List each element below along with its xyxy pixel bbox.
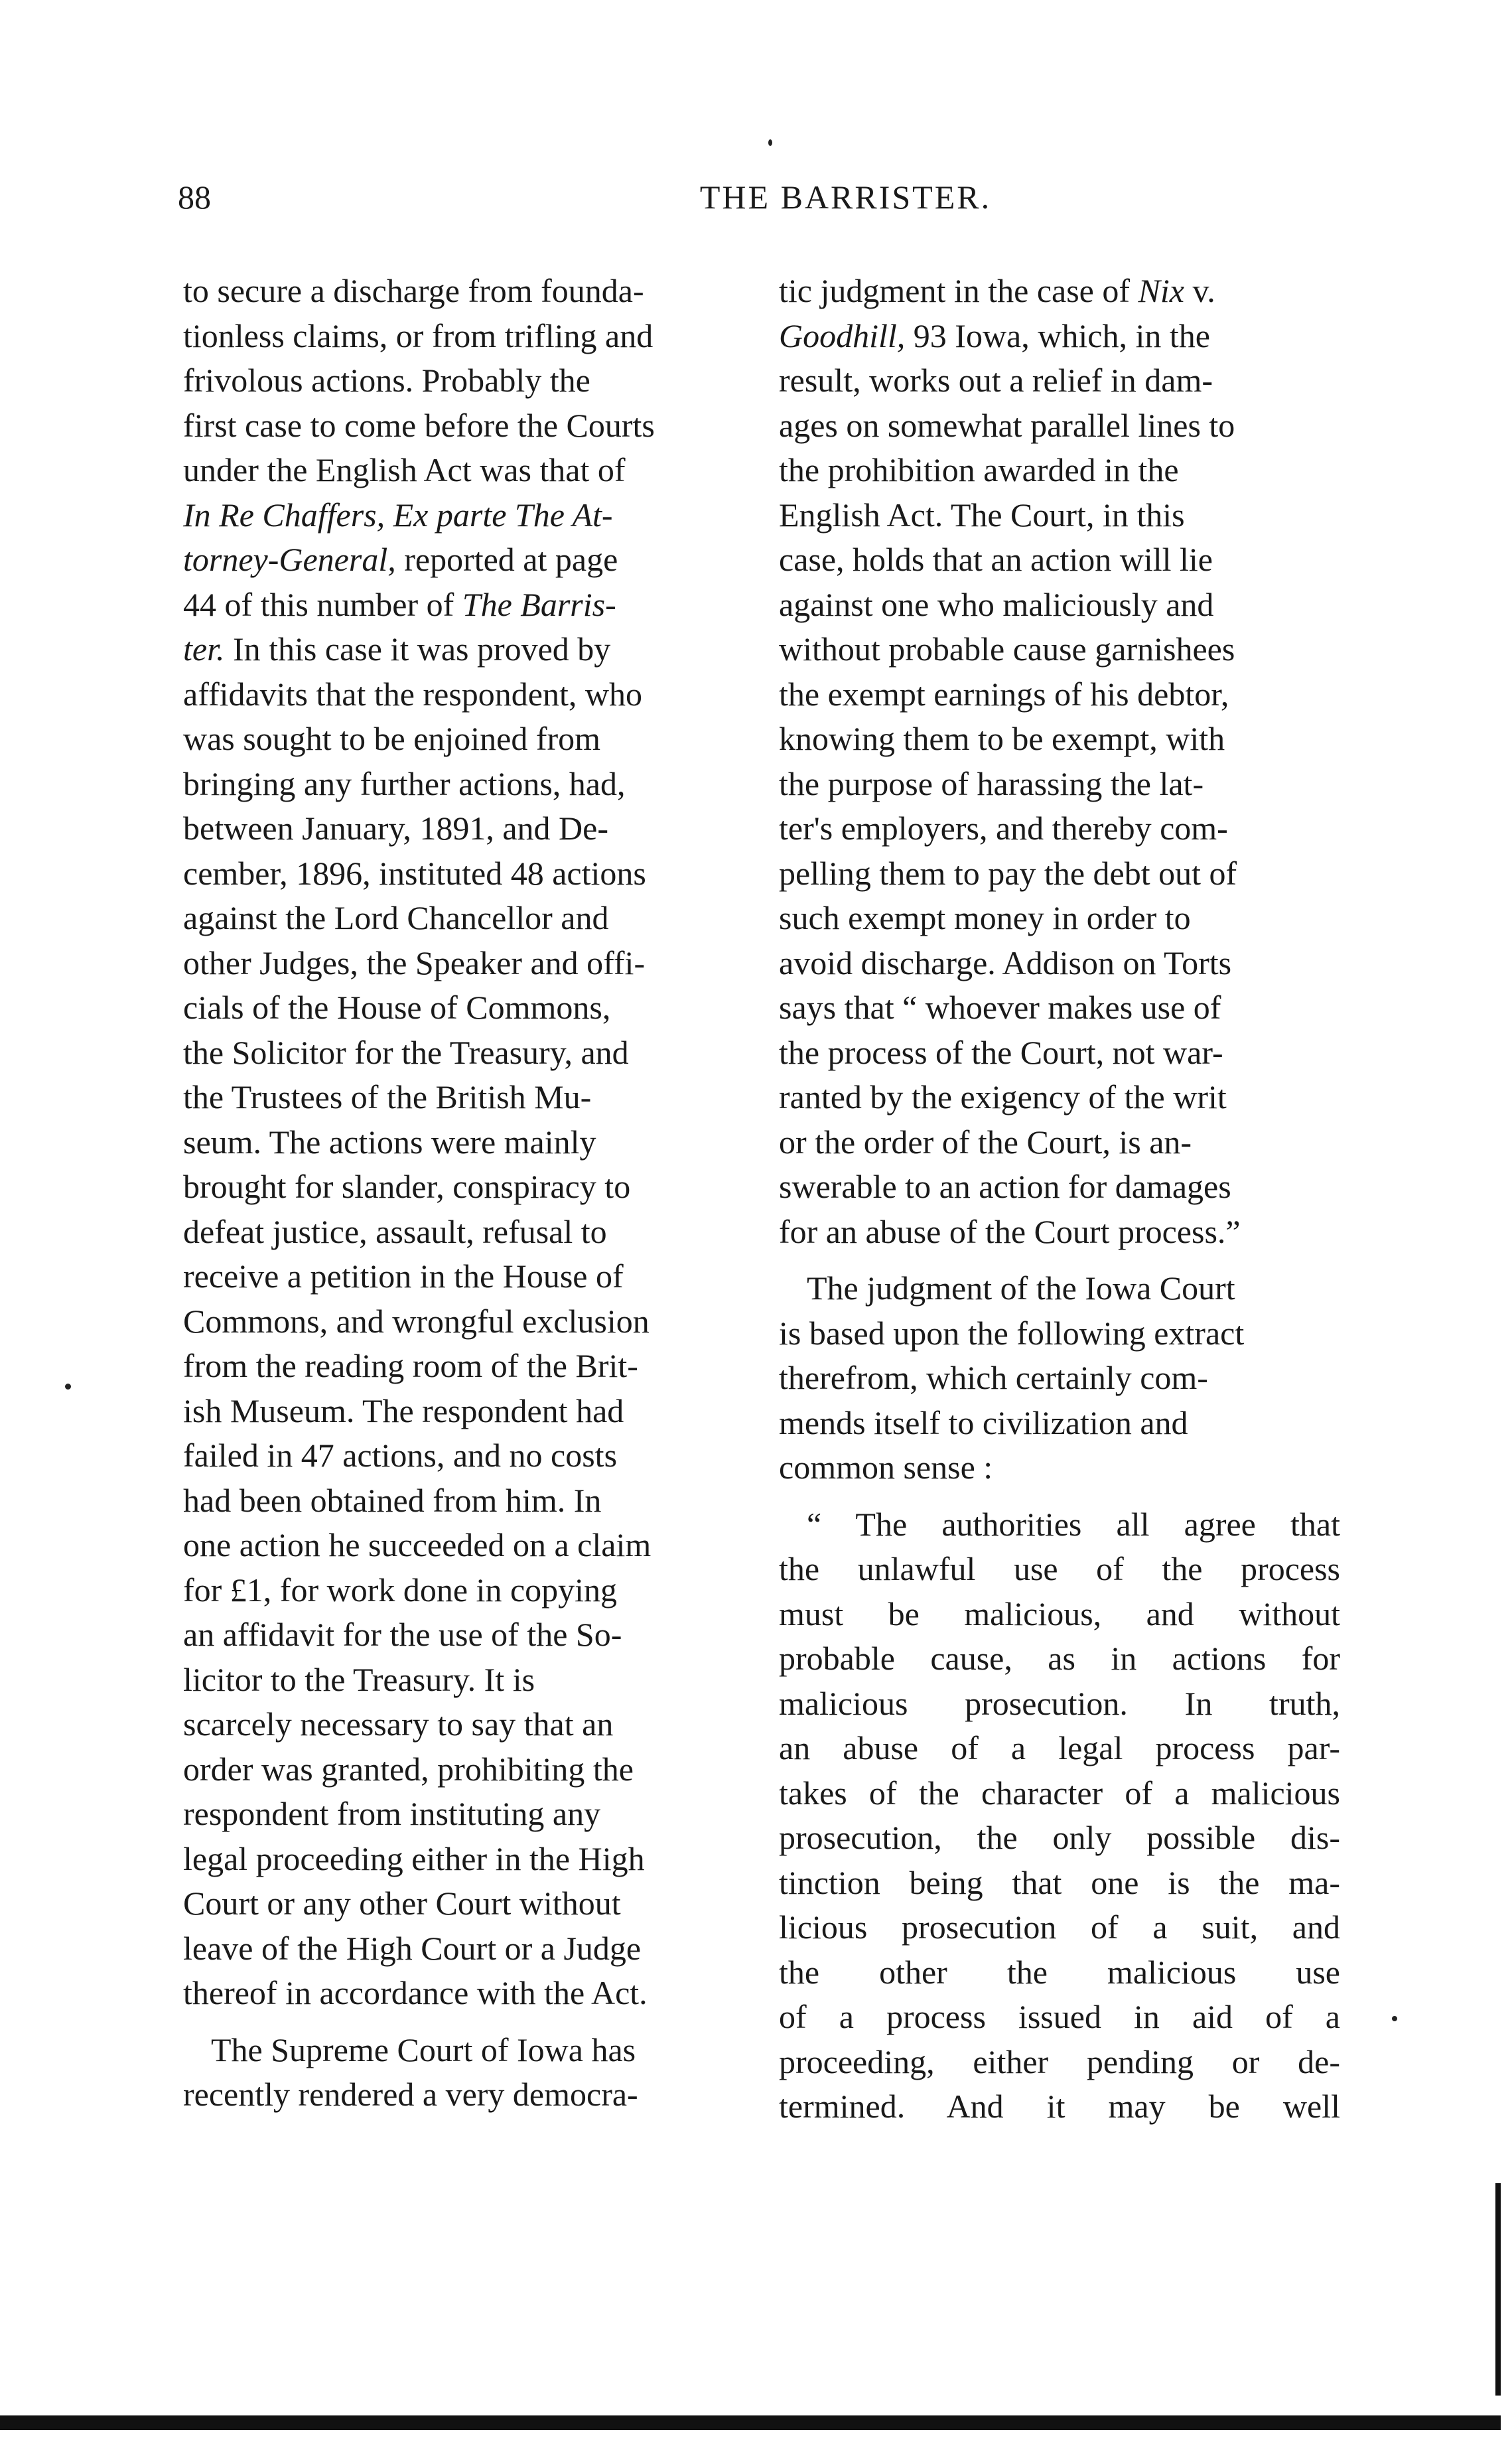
left-p1-rest-31: thereof in accordance with the Act.: [183, 1974, 648, 2011]
scan-speck: [768, 139, 772, 146]
scan-speck: [65, 1384, 71, 1390]
left-p1-line-3: frivolous actions. Probably the: [183, 362, 590, 399]
right-p1-after-case: 93 Iowa, which, in the: [905, 317, 1210, 354]
left-p1-rest-12: seum. The actions were mainly: [183, 1123, 596, 1161]
right-p1-line-15: says that “ whoever makes use of: [779, 989, 1221, 1026]
left-p1-rest-28: legal proceeding either in the High: [183, 1839, 645, 1877]
right-p1-line-2: ages on somewhat parallel lines to: [779, 406, 1235, 444]
right-p3-line-12: of a process issued in aid of a: [779, 1998, 1340, 2035]
publication-name: The Barris-: [462, 585, 616, 623]
right-p1-line-5: case, holds that an action will lie: [779, 541, 1213, 578]
right-p1-line-13: such exempt money in order to: [779, 899, 1191, 936]
left-p1-line-2: tionless claims, or from trifling and: [183, 317, 653, 354]
right-p3-line-11: the other the malicious use: [779, 1953, 1340, 1991]
left-p1-rest-25: scarcely necessary to say that an: [183, 1705, 614, 1743]
left-p1-rest-21: one action he succeeded on a claim: [183, 1526, 652, 1563]
case-name-goodhill: Goodhill,: [779, 317, 906, 354]
left-p1-rest-13: brought for slander, conspiracy to: [183, 1168, 631, 1205]
right-p1-line-1: result, works out a relief in dam-: [779, 362, 1213, 399]
right-p3-line-5: malicious prosecution. In truth,: [779, 1684, 1340, 1722]
scan-speck: [1392, 2016, 1397, 2021]
left-p1-rest-14: defeat justice, assault, refusal to: [183, 1212, 607, 1250]
left-p1-rest-6: cember, 1896, instituted 48 actions: [183, 854, 646, 892]
right-p1-line-16: the process of the Court, not war-: [779, 1033, 1223, 1071]
left-p1-rest-30: leave of the High Court or a Judge: [183, 1929, 642, 1967]
right-p3-line-1: “ The authorities all agree that: [807, 1505, 1340, 1543]
left-p1-after-case: reported at page: [395, 541, 618, 578]
left-paragraph-1: [183, 269, 740, 2016]
right-p3-line-3: must be malicious, and without: [779, 1595, 1340, 1632]
left-p1-rest-1: In this case it was proved by: [224, 630, 611, 668]
right-p1-line-6: against one who maliciously and: [779, 585, 1214, 623]
left-p1-rest-24: licitor to the Treasury. It is: [183, 1660, 535, 1698]
left-p1-rest-20: had been obtained from him. In: [183, 1481, 602, 1519]
right-p1-line-3: the prohibition awarded in the: [779, 451, 1179, 488]
right-p3-line-8: prosecution, the only possible dis-: [779, 1819, 1340, 1856]
left-p1-page-ref: 44 of this number of: [183, 585, 462, 623]
right-p3-line-7: takes of the character of a malicious: [779, 1774, 1340, 1812]
right-paragraph-1: [779, 269, 1340, 1254]
left-p1-rest-23: an affidavit for the use of the So-: [183, 1616, 622, 1653]
left-p1-rest-9: cials of the House of Commons,: [183, 989, 611, 1026]
right-p1-line-10: the purpose of harassing the lat-: [779, 764, 1204, 802]
scan-edge-bottom: [0, 2415, 1501, 2430]
left-paragraph-2: [183, 2028, 740, 2117]
right-p3-line-2: the unlawful use of the process: [779, 1550, 1340, 1587]
left-p1-rest-5: between January, 1891, and De-: [183, 810, 608, 847]
right-p1-line-18: or the order of the Court, is an-: [779, 1123, 1192, 1161]
right-p3-line-10: licious prosecution of a suit, and: [779, 1908, 1340, 1946]
left-p1-rest-4: bringing any further actions, had,: [183, 764, 626, 802]
right-p1-line-9: knowing them to be exempt, with: [779, 720, 1225, 757]
right-paragraph-2: [779, 1266, 1340, 1490]
right-p3-line-9: tinction being that one is the ma-: [779, 1863, 1340, 1901]
left-p1-rest-19: failed in 47 actions, and no costs: [183, 1437, 618, 1474]
right-column: [779, 269, 1340, 2129]
left-p2-line-1: The Supreme Court of Iowa has: [211, 2031, 636, 2068]
left-p1-rest-7: against the Lord Chancellor and: [183, 899, 609, 936]
left-p1-line-1: to secure a discharge from founda-: [183, 272, 644, 309]
right-p3-line-14: termined. And it may be well: [779, 2088, 1340, 2125]
right-p1-line-7: without probable cause garnishees: [779, 630, 1235, 668]
left-p1-rest-22: for £1, for work done in copying: [183, 1571, 618, 1609]
right-paragraph-3: [779, 1502, 1340, 2129]
case-name-chaffers: In Re Chaffers, Ex parte The At-: [183, 496, 613, 534]
running-head: [0, 178, 1512, 216]
left-p1-rest-26: order was granted, prohibiting the: [183, 1750, 634, 1788]
right-p3-line-6: an abuse of a legal process par-: [779, 1729, 1340, 1766]
right-p3-line-13: proceeding, either pending or de-: [779, 2043, 1340, 2080]
right-p1-line-8: the exempt earnings of his debtor,: [779, 675, 1229, 713]
left-p1-line-5: under the English Act was that of: [183, 451, 626, 488]
right-p1-line-12: pelling them to pay the debt out of: [779, 854, 1237, 892]
case-name-nix: Nix: [1138, 272, 1184, 309]
right-p2-line-4: mends itself to civilization and: [779, 1403, 1188, 1441]
running-head-title: THE BARRISTER.: [699, 179, 992, 216]
right-p1-line-20: for an abuse of the Court process.”: [779, 1212, 1241, 1250]
scan-edge-right: [1495, 2183, 1501, 2396]
left-p1-rest-11: the Trustees of the British Mu-: [183, 1078, 592, 1115]
right-p2-line-1: The judgment of the Iowa Court: [807, 1269, 1235, 1307]
left-p1-rest-2: affidavits that the respondent, who: [183, 675, 642, 713]
left-p1-rest-15: receive a petition in the House of: [183, 1257, 624, 1295]
right-p1-start: tic judgment in the case of: [779, 272, 1138, 309]
left-p1-rest-18: ish Museum. The respondent had: [183, 1392, 624, 1429]
right-p1-line-11: ter's employers, and thereby com-: [779, 810, 1228, 847]
right-p2-line-3: therefrom, which certainly com-: [779, 1359, 1208, 1396]
case-versus: v.: [1184, 272, 1215, 309]
left-p1-rest-16: Commons, and wrongful exclusion: [183, 1302, 650, 1340]
right-p2-line-5: common sense :: [779, 1449, 993, 1486]
left-p1-rest-27: respondent from instituting any: [183, 1795, 601, 1832]
left-p1-line-4: first case to come before the Courts: [183, 406, 655, 444]
left-p1-rest-17: from the reading room of the Brit-: [183, 1347, 638, 1384]
right-p3-line-4: probable cause, as in actions for: [779, 1640, 1340, 1677]
left-p1-rest-29: Court or any other Court without: [183, 1885, 621, 1922]
right-p1-line-14: avoid discharge. Addison on Torts: [779, 944, 1232, 981]
left-p2-line-2: recently rendered a very democra-: [183, 2076, 638, 2113]
right-p2-line-2: is based upon the following extract: [779, 1314, 1245, 1352]
right-p1-line-19: swerable to an action for damages: [779, 1168, 1231, 1205]
left-p1-rest-8: other Judges, the Speaker and offi-: [183, 944, 646, 981]
case-name-chaffers-cont: torney-General,: [183, 541, 396, 578]
page-number: 88: [178, 179, 211, 216]
left-column: [183, 269, 740, 2117]
left-p1-rest-3: was sought to be enjoined from: [183, 720, 601, 757]
publication-name-cont: ter.: [183, 630, 225, 668]
left-p1-rest-10: the Solicitor for the Treasury, and: [183, 1033, 629, 1071]
right-p1-line-17: ranted by the exigency of the writ: [779, 1078, 1227, 1115]
right-p1-line-4: English Act. The Court, in this: [779, 496, 1185, 534]
